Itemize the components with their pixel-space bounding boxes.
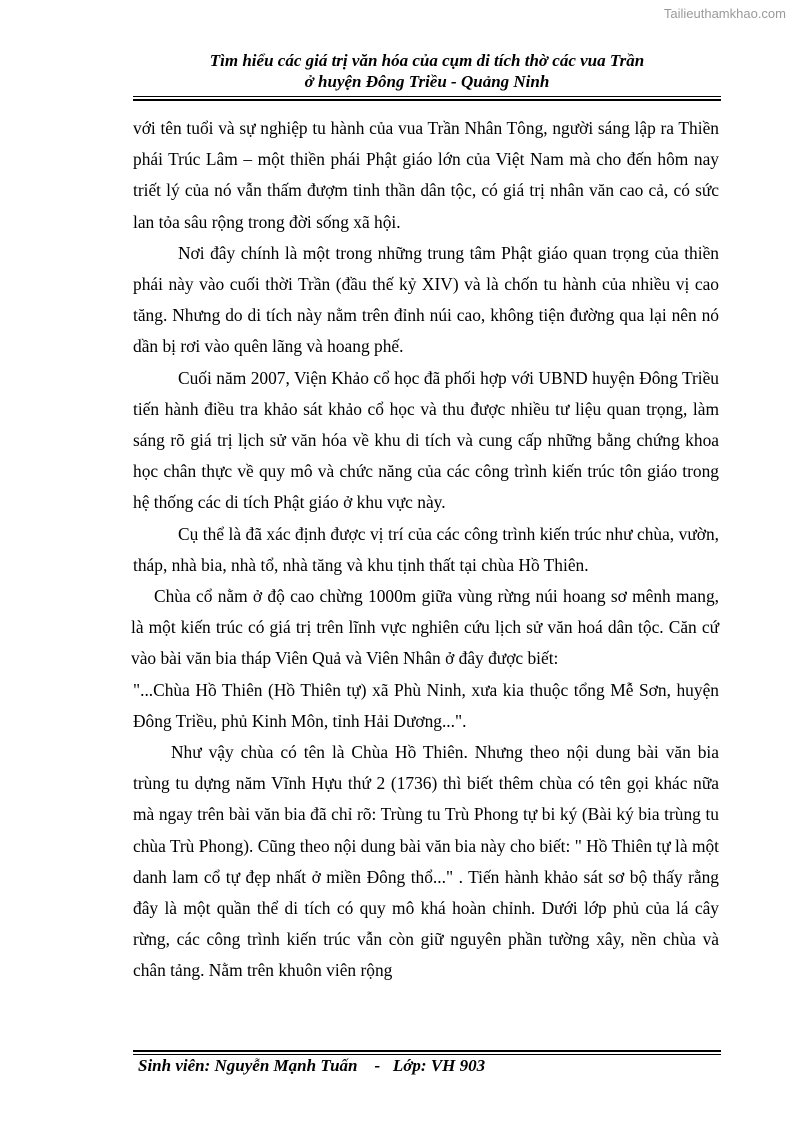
paragraph: với tên tuổi và sự nghiệp tu hành của vua Trần Nhân Tông, người sáng lập ra Thiền phái Trúc Lâm – một thiền phái Phật giáo lớn của Việt Nam mà cho đến hôm nay triết lý của nó vẫn thấm đượm tinh thần dân tộc, có giá trị nhân văn cao cả, có sức lan tỏa sâu rộng trong đời sống xã hội. — [133, 118, 719, 232]
paragraph: "...Chùa Hồ Thiên (Hồ Thiên tự) xã Phù Ninh, xưa kia thuộc tổng Mễ Sơn, huyện Đông Triều, phủ Kinh Môn, tỉnh Hải Dương...". — [133, 679, 719, 731]
running-header — [133, 50, 721, 92]
paragraph: Như vậy chùa có tên là Chùa Hồ Thiên. Nhưng theo nội dung bài văn bia trùng tu dựng năm Vĩnh Hựu thứ 2 (1736) thì biết thêm chùa có tên gọi khác nữa mà ngay trên bài văn bia đã chỉ rõ: Trùng tu Trù Phong tự bi ký (Bài ký bia trùng tu chùa Trù Phong). Cũng theo nội dung bài văn bia này cho biết: " Hồ Thiên tự là một danh lam cổ tự đẹp nhất ở miền Đông thổ..." . Tiến hành khảo sát sơ bộ thấy rằng đây là một quần thể di tích có quy mô khá hoàn chỉnh. Dưới lớp phủ của lá cây rừng, các công trình kiến trúc vẫn còn giữ nguyên phần tường xây, nền chùa và chân tảng. Nằm trên khuôn viên rộng — [133, 742, 719, 981]
footer-rule — [133, 1054, 721, 1055]
body-text — [133, 113, 719, 987]
header-line-1: Tìm hiểu các giá trị văn hóa của cụm di tích thờ các vua Trần — [209, 51, 645, 70]
running-footer — [138, 1056, 485, 1076]
footer-separator: - — [374, 1056, 381, 1075]
footer-student: Sinh viên: Nguyễn Mạnh Tuấn — [138, 1056, 358, 1075]
paragraph: Chùa cổ nằm ở độ cao chừng 1000m giữa vùng rừng núi hoang sơ mênh mang, là một kiến trúc có giá trị trên lĩnh vực nghiên cứu lịch sử văn hoá dân tộc. Căn cứ vào bài văn bia tháp Viên Quả và Viên Nhân ở đây được biết: — [131, 586, 719, 669]
paragraph: Cuối năm 2007, Viện Khảo cổ học đã phối hợp với UBND huyện Đông Triều tiến hành điều tra khảo sát khảo cổ học và thu được nhiều tư liệu quan trọng, làm sáng rõ giá trị lịch sử văn hóa về khu di tích và cung cấp những bằng chứng khoa học chân thực về quy mô và chức năng của các công trình kiến trúc tôn giáo trong hệ thống các di tích Phật giáo ở khu vực này. — [133, 367, 719, 513]
footer-rule-thick — [133, 1050, 721, 1052]
header-rule — [133, 96, 721, 97]
header-rule-thick — [133, 99, 721, 101]
paragraph: Cụ thể là đã xác định được vị trí của các công trình kiến trúc như chùa, vườn, tháp, nhà bia, nhà tổ, nhà tăng và khu tịnh thất tại chùa Hồ Thiên. — [133, 523, 719, 575]
header-line-2: ở huyện Đông Triều - Quảng Ninh — [304, 72, 550, 91]
watermark: Tailieuthamkhao.com — [663, 6, 786, 21]
paragraph: Nơi đây chính là một trong những trung tâm Phật giáo quan trọng của thiền phái này vào cuối thời Trần (đầu thế kỷ XIV) và là chốn tu hành của nhiều vị cao tăng. Nhưng do di tích này nằm trên đỉnh núi cao, không tiện đường qua lại nên nó dần bị rơi vào quên lãng và hoang phế. — [133, 242, 719, 357]
footer-class: Lớp: VH 903 — [392, 1056, 486, 1075]
